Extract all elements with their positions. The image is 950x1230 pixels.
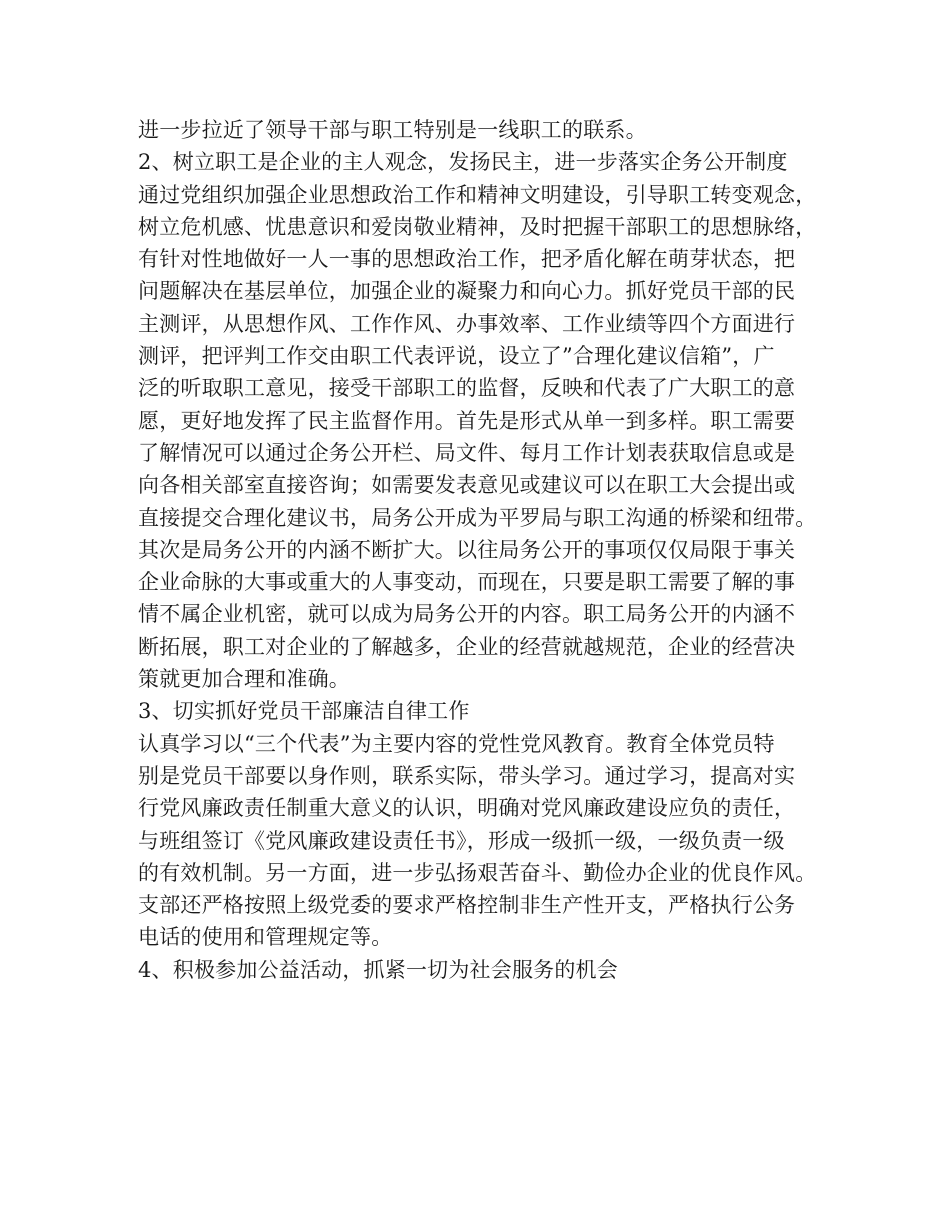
- body-text: [138, 114, 838, 986]
- text-line: 的有效机制。另一方面，进一步弘扬艰苦奋斗、勤俭办企业的优良作风。: [138, 860, 817, 885]
- text-line: 别是党员干部要以身作则，联系实际，带头学习。通过学习，提高对实: [138, 763, 796, 788]
- text-line: 主测评，从思想作风、工作作风、办事效率、工作业绩等四个方面进行: [138, 311, 796, 336]
- text-line: 问题解决在基层单位，加强企业的凝聚力和向心力。抓好党员干部的民: [138, 279, 796, 304]
- text-line: 树立危机感、忧患意识和爱岗敬业精神，及时把握干部职工的思想脉络，: [138, 214, 817, 239]
- text-line: 测评，把评判工作交由职工代表评说，设立了”合理化建议信箱”，广: [138, 344, 775, 369]
- section-heading-4: 4、积极参加公益活动，抓紧一切为社会服务的机会: [138, 957, 618, 982]
- text-line: 进一步拉近了领导干部与职工特别是一线职工的联系。: [138, 118, 647, 142]
- section-heading-2: 2、树立职工是企业的主人观念，发扬民主，进一步落实企务公开制度: [138, 150, 788, 175]
- text-line: 泛的听取职工意见，接受干部职工的监督，反映和代表了广大职工的意: [138, 376, 796, 401]
- text-line: 企业命脉的大事或重大的人事变动，而现在，只要是职工需要了解的事: [138, 570, 796, 595]
- text-line: 策就更加合理和准确。: [138, 667, 350, 692]
- text-line: 与班组签订《党风廉政建设责任书》，形成一级抓一级，一级负责一级: [138, 828, 785, 853]
- text-line: 了解情况可以通过企务公开栏、局文件、每月工作计划表获取信息或是: [138, 440, 796, 465]
- text-line: 行党风廉政责任制重大意义的认识，明确对党风廉政建设应负的责任，: [138, 796, 796, 821]
- text-line: 通过党组织加强企业思想政治工作和精神文明建设，引导职工转变观念，: [138, 182, 817, 207]
- text-line: 向各相关部室直接咨询；如需要发表意见或建议可以在职工大会提出或: [138, 473, 796, 498]
- section-heading-3: 3、切实抓好党员干部廉洁自律工作: [138, 699, 470, 724]
- text-line: 愿，更好地发挥了民主监督作用。首先是形式从单一到多样。职工需要: [138, 408, 796, 433]
- text-line: 情不属企业机密，就可以成为局务公开的内容。职工局务公开的内涵不: [138, 602, 796, 627]
- text-line: 其次是局务公开的内涵不断扩大。以往局务公开的事项仅仅局限于事关: [138, 537, 796, 562]
- text-line: 电话的使用和管理规定等。: [138, 925, 393, 950]
- text-line: 直接提交合理化建议书，局务公开成为平罗局与职工沟通的桥梁和纽带。: [138, 505, 817, 530]
- text-line: 支部还严格按照上级党委的要求严格控制非生产性开支，严格执行公务: [138, 893, 796, 918]
- text-line: 断拓展，职工对企业的了解越多，企业的经营就越规范，企业的经营决: [138, 634, 796, 659]
- text-line: 有针对性地做好一人一事的思想政治工作，把矛盾化解在萌芽状态，把: [138, 247, 796, 272]
- text-line: 认真学习以“三个代表”为主要内容的党性党风教育。教育全体党员特: [138, 731, 775, 756]
